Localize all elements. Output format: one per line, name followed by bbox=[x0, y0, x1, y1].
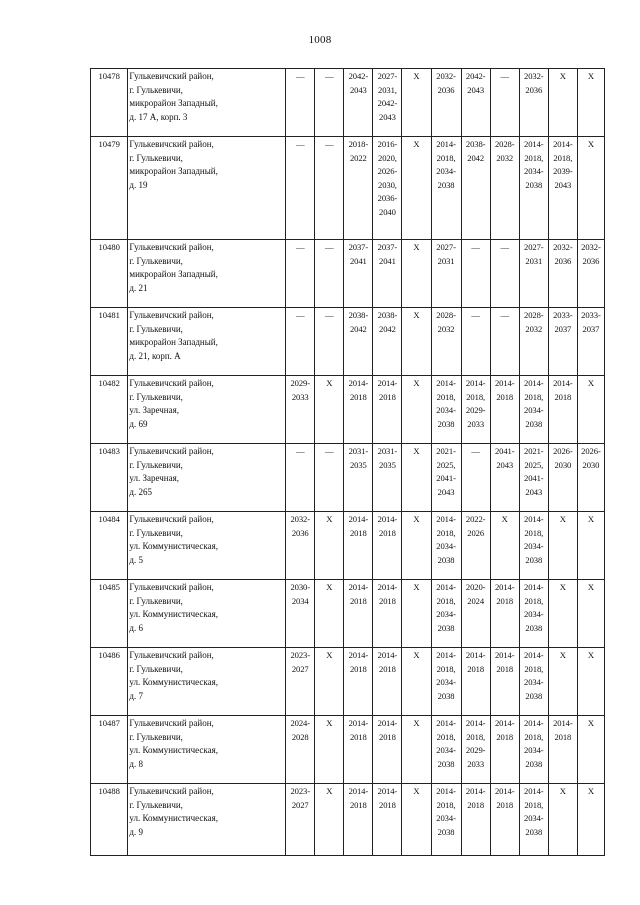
period-cell: 2030- 2034 bbox=[286, 580, 315, 648]
table-row bbox=[91, 444, 605, 512]
period-cell: 2020- 2024 bbox=[461, 580, 490, 648]
period-cell: — bbox=[286, 137, 315, 240]
row-number-cell: 10483 bbox=[91, 444, 128, 512]
period-cell: 2014- 2018 bbox=[548, 376, 577, 444]
address-line: д. 5 bbox=[129, 554, 143, 565]
period-cell: 2026- 2030 bbox=[577, 444, 604, 512]
address-cell bbox=[128, 648, 286, 716]
row-number-cell: 10481 bbox=[91, 308, 128, 376]
address-line: микрорайон Западный, bbox=[129, 337, 218, 347]
address-line: микрорайон Западный, bbox=[129, 166, 218, 176]
period-cell: X bbox=[577, 137, 604, 240]
period-cell: 2014- 2018, 2034- 2038 bbox=[431, 580, 461, 648]
period-cell: 2032- 2036 bbox=[286, 512, 315, 580]
period-cell: — bbox=[315, 240, 344, 308]
period-cell: X bbox=[402, 784, 431, 856]
table-row bbox=[91, 648, 605, 716]
address-line: д. 8 bbox=[129, 758, 143, 769]
address-line: Гулькевичский район, bbox=[129, 650, 214, 660]
period-cell: X bbox=[402, 137, 431, 240]
period-cell: 2014- 2018 bbox=[490, 716, 519, 784]
period-cell: 2032- 2036 bbox=[548, 240, 577, 308]
address-line: г. Гулькевичи, bbox=[129, 323, 183, 334]
address-line: Гулькевичский район, bbox=[129, 139, 214, 149]
period-cell: — bbox=[461, 240, 490, 308]
address-line: г. Гулькевичи, bbox=[129, 731, 183, 742]
address-cell bbox=[128, 376, 286, 444]
address-line: д. 19 bbox=[129, 179, 148, 190]
address-cell bbox=[128, 444, 286, 512]
period-cell: 2027- 2031 bbox=[431, 240, 461, 308]
period-cell: 2014- 2018, 2034- 2038 bbox=[519, 137, 548, 240]
table-row bbox=[91, 376, 605, 444]
table-body bbox=[91, 69, 605, 856]
period-cell: 2014- 2018 bbox=[373, 512, 402, 580]
period-cell: 2016- 2020, 2026- 2030, 2036- 2040 bbox=[373, 137, 402, 240]
register-table bbox=[90, 68, 605, 856]
period-cell: 2014- 2018 bbox=[373, 784, 402, 856]
address-cell bbox=[128, 512, 286, 580]
address-line: Гулькевичский район, bbox=[129, 582, 214, 592]
period-cell: 2032- 2036 bbox=[519, 69, 548, 137]
period-cell: X bbox=[402, 512, 431, 580]
row-number-cell: 10478 bbox=[91, 69, 128, 137]
period-cell: X bbox=[402, 716, 431, 784]
period-cell: 2014- 2018 bbox=[461, 648, 490, 716]
period-cell: X bbox=[402, 648, 431, 716]
period-cell: 2014- 2018, 2034- 2038 bbox=[519, 648, 548, 716]
period-cell: 2014- 2018, 2034- 2038 bbox=[431, 376, 461, 444]
address-line: г. Гулькевичи, bbox=[129, 152, 183, 163]
period-cell: X bbox=[315, 580, 344, 648]
period-cell: — bbox=[315, 137, 344, 240]
period-cell: — bbox=[286, 308, 315, 376]
period-cell: 2028- 2032 bbox=[431, 308, 461, 376]
period-cell: 2014- 2018 bbox=[344, 784, 373, 856]
period-cell: 2014- 2018, 2034- 2038 bbox=[519, 512, 548, 580]
address-line: Гулькевичский район, bbox=[129, 446, 214, 456]
period-cell: X bbox=[490, 512, 519, 580]
period-cell: X bbox=[315, 512, 344, 580]
table-row bbox=[91, 308, 605, 376]
address-line: г. Гулькевичи, bbox=[129, 391, 183, 402]
address-line: микрорайон Западный, bbox=[129, 98, 218, 108]
period-cell: X bbox=[577, 512, 604, 580]
period-cell: 2014- 2018 bbox=[344, 376, 373, 444]
period-cell: 2038- 2042 bbox=[344, 308, 373, 376]
period-cell: 2037- 2041 bbox=[344, 240, 373, 308]
address-cell bbox=[128, 137, 286, 240]
period-cell: X bbox=[315, 716, 344, 784]
address-line: г. Гулькевичи, bbox=[129, 527, 183, 538]
address-line: ул. Коммунистическая, bbox=[129, 677, 218, 687]
period-cell: X bbox=[402, 444, 431, 512]
period-cell: 2014- 2018, 2034- 2038 bbox=[431, 648, 461, 716]
period-cell: X bbox=[402, 69, 431, 137]
address-line: д. 17 А, корп. 3 bbox=[129, 111, 188, 122]
address-line: микрорайон Западный, bbox=[129, 269, 218, 279]
address-line: г. Гулькевичи, bbox=[129, 255, 183, 266]
period-cell: — bbox=[461, 308, 490, 376]
period-cell: 2014- 2018 bbox=[490, 648, 519, 716]
period-cell: 2031- 2035 bbox=[373, 444, 402, 512]
period-cell: X bbox=[402, 308, 431, 376]
period-cell: X bbox=[577, 716, 604, 784]
period-cell: 2038- 2042 bbox=[373, 308, 402, 376]
period-cell: 2033- 2037 bbox=[577, 308, 604, 376]
period-cell: 2014- 2018 bbox=[490, 784, 519, 856]
period-cell: — bbox=[315, 444, 344, 512]
period-cell: — bbox=[461, 444, 490, 512]
table-row bbox=[91, 716, 605, 784]
period-cell: X bbox=[577, 69, 604, 137]
period-cell: 2029- 2033 bbox=[286, 376, 315, 444]
period-cell: 2038- 2042 bbox=[461, 137, 490, 240]
period-cell: 2014- 2018, 2029- 2033 bbox=[461, 376, 490, 444]
address-line: г. Гулькевичи, bbox=[129, 663, 183, 674]
period-cell: — bbox=[490, 69, 519, 137]
period-cell: 2042- 2043 bbox=[461, 69, 490, 137]
row-number-cell: 10485 bbox=[91, 580, 128, 648]
address-line: Гулькевичский район, bbox=[129, 378, 214, 388]
row-number-cell: 10482 bbox=[91, 376, 128, 444]
period-cell: — bbox=[490, 308, 519, 376]
period-cell: 2014- 2018 bbox=[344, 512, 373, 580]
table-row bbox=[91, 784, 605, 856]
period-cell: 2014- 2018 bbox=[373, 376, 402, 444]
period-cell: 2026- 2030 bbox=[548, 444, 577, 512]
table-row bbox=[91, 512, 605, 580]
address-line: Гулькевичский район, bbox=[129, 310, 214, 320]
period-cell: 2031- 2035 bbox=[344, 444, 373, 512]
period-cell: 2023- 2027 bbox=[286, 784, 315, 856]
period-cell: 2014- 2018 bbox=[373, 580, 402, 648]
period-cell: X bbox=[577, 580, 604, 648]
period-cell: 2014- 2018, 2034- 2038 bbox=[519, 376, 548, 444]
address-cell bbox=[128, 784, 286, 856]
period-cell: 2042- 2043 bbox=[344, 69, 373, 137]
period-cell: 2014- 2018 bbox=[344, 716, 373, 784]
address-cell bbox=[128, 308, 286, 376]
period-cell: 2023- 2027 bbox=[286, 648, 315, 716]
table-row bbox=[91, 580, 605, 648]
period-cell: X bbox=[548, 580, 577, 648]
period-cell: 2014- 2018 bbox=[373, 716, 402, 784]
address-cell bbox=[128, 240, 286, 308]
row-number-cell: 10480 bbox=[91, 240, 128, 308]
period-cell: X bbox=[402, 376, 431, 444]
address-line: д. 21 bbox=[129, 282, 148, 293]
address-line: д. 7 bbox=[129, 690, 143, 701]
period-cell: — bbox=[315, 308, 344, 376]
address-line: д. 265 bbox=[129, 486, 152, 497]
period-cell: X bbox=[402, 580, 431, 648]
period-cell: X bbox=[315, 648, 344, 716]
period-cell: X bbox=[548, 648, 577, 716]
period-cell: X bbox=[577, 784, 604, 856]
address-line: г. Гулькевичи, bbox=[129, 595, 183, 606]
period-cell: 2037- 2041 bbox=[373, 240, 402, 308]
period-cell: X bbox=[548, 69, 577, 137]
period-cell: 2014- 2018 bbox=[461, 784, 490, 856]
page-number: 1008 bbox=[308, 34, 332, 46]
period-cell: X bbox=[402, 240, 431, 308]
table-row bbox=[91, 69, 605, 137]
period-cell: 2033- 2037 bbox=[548, 308, 577, 376]
period-cell: 2014- 2018, 2034- 2038 bbox=[519, 580, 548, 648]
period-cell: 2024- 2028 bbox=[286, 716, 315, 784]
address-line: г. Гулькевичи, bbox=[129, 84, 183, 95]
period-cell: — bbox=[286, 240, 315, 308]
period-cell: 2021- 2025, 2041- 2043 bbox=[519, 444, 548, 512]
period-cell: — bbox=[286, 444, 315, 512]
address-line: Гулькевичский район, bbox=[129, 514, 214, 524]
table-row bbox=[91, 137, 605, 240]
period-cell: 2027- 2031, 2042- 2043 bbox=[373, 69, 402, 137]
period-cell: 2014- 2018, 2034- 2038 bbox=[431, 716, 461, 784]
period-cell: 2032- 2036 bbox=[431, 69, 461, 137]
period-cell: 2041- 2043 bbox=[490, 444, 519, 512]
period-cell: 2028- 2032 bbox=[490, 137, 519, 240]
period-cell: 2014- 2018 bbox=[490, 580, 519, 648]
period-cell: 2014- 2018 bbox=[548, 716, 577, 784]
period-cell: 2018- 2022 bbox=[344, 137, 373, 240]
address-line: д. 9 bbox=[129, 826, 143, 837]
period-cell: 2014- 2018 bbox=[344, 648, 373, 716]
period-cell: 2014- 2018 bbox=[490, 376, 519, 444]
address-line: д. 6 bbox=[129, 622, 143, 633]
address-line: ул. Коммунистическая, bbox=[129, 541, 218, 551]
period-cell: 2028- 2032 bbox=[519, 308, 548, 376]
period-cell: 2014- 2018, 2034- 2038 bbox=[431, 137, 461, 240]
row-number-cell: 10488 bbox=[91, 784, 128, 856]
period-cell: 2014- 2018, 2034- 2038 bbox=[431, 784, 461, 856]
period-cell: — bbox=[286, 69, 315, 137]
address-line: г. Гулькевичи, bbox=[129, 459, 183, 470]
row-number-cell: 10487 bbox=[91, 716, 128, 784]
address-line: Гулькевичский район, bbox=[129, 242, 214, 252]
table-row bbox=[91, 240, 605, 308]
address-line: г. Гулькевичи, bbox=[129, 799, 183, 810]
period-cell: 2014- 2018 bbox=[344, 580, 373, 648]
period-cell: 2014- 2018, 2034- 2038 bbox=[519, 784, 548, 856]
address-line: д. 21, корп. А bbox=[129, 350, 181, 361]
address-line: Гулькевичский район, bbox=[129, 71, 214, 81]
address-cell bbox=[128, 716, 286, 784]
period-cell: 2014- 2018, 2034- 2038 bbox=[519, 716, 548, 784]
period-cell: 2027- 2031 bbox=[519, 240, 548, 308]
period-cell: 2022- 2026 bbox=[461, 512, 490, 580]
row-number-cell: 10484 bbox=[91, 512, 128, 580]
address-line: Гулькевичский район, bbox=[129, 718, 214, 728]
period-cell: 2014- 2018, 2039- 2043 bbox=[548, 137, 577, 240]
period-cell: X bbox=[577, 376, 604, 444]
address-line: ул. Коммунистическая, bbox=[129, 813, 218, 823]
row-number-cell: 10479 bbox=[91, 137, 128, 240]
period-cell: 2014- 2018, 2034- 2038 bbox=[431, 512, 461, 580]
period-cell: 2032- 2036 bbox=[577, 240, 604, 308]
address-line: ул. Коммунистическая, bbox=[129, 745, 218, 755]
period-cell: — bbox=[315, 69, 344, 137]
address-cell bbox=[128, 69, 286, 137]
period-cell: 2014- 2018 bbox=[373, 648, 402, 716]
period-cell: 2021- 2025, 2041- 2043 bbox=[431, 444, 461, 512]
address-line: ул. Коммунистическая, bbox=[129, 609, 218, 619]
address-line: ул. Заречная, bbox=[129, 405, 179, 415]
period-cell: 2014- 2018, 2029- 2033 bbox=[461, 716, 490, 784]
period-cell: — bbox=[490, 240, 519, 308]
period-cell: X bbox=[548, 784, 577, 856]
row-number-cell: 10486 bbox=[91, 648, 128, 716]
period-cell: X bbox=[315, 376, 344, 444]
address-line: Гулькевичский район, bbox=[129, 786, 214, 796]
period-cell: X bbox=[577, 648, 604, 716]
address-line: ул. Заречная, bbox=[129, 473, 179, 483]
address-line: д. 69 bbox=[129, 418, 148, 429]
period-cell: X bbox=[315, 784, 344, 856]
period-cell: X bbox=[548, 512, 577, 580]
address-cell bbox=[128, 580, 286, 648]
